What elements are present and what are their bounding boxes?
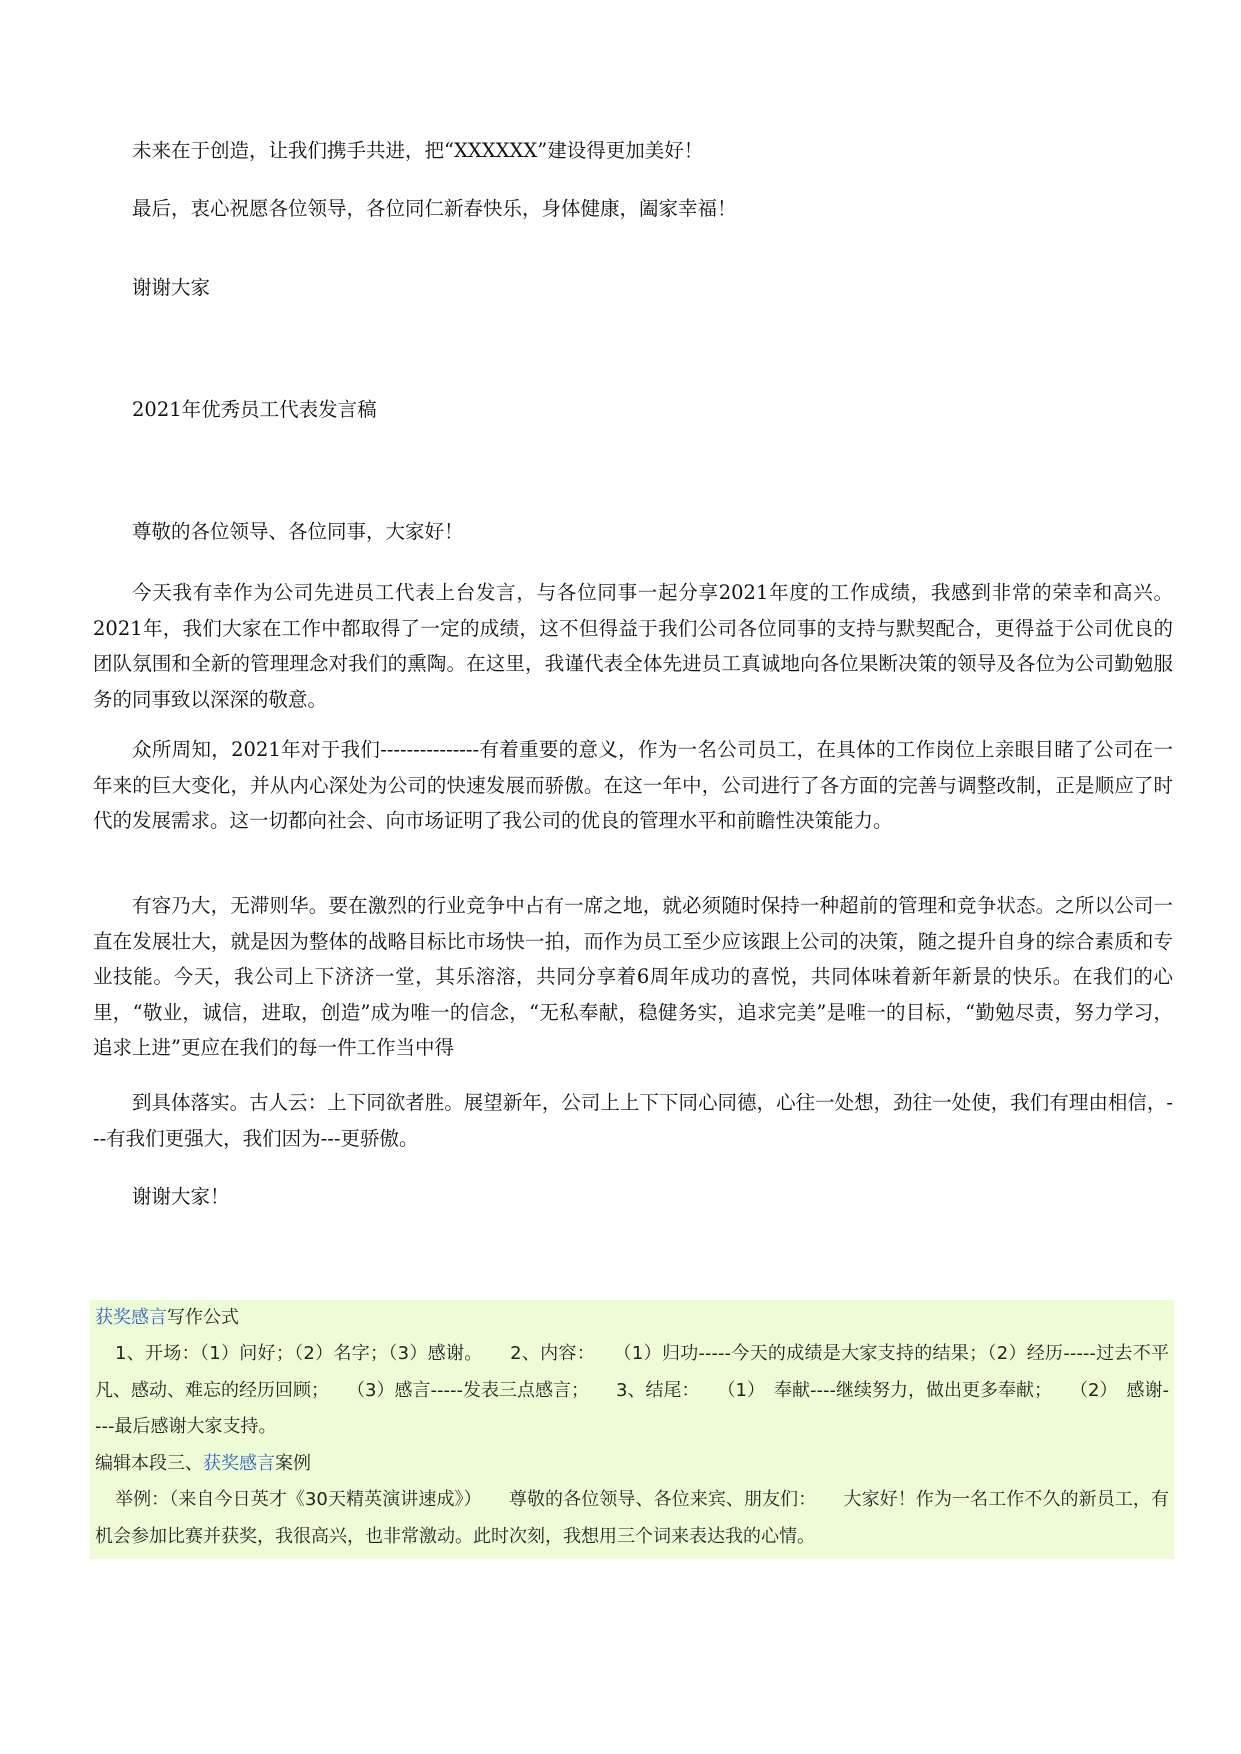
body-paragraph-2: 众所周知，2021年对于我们---------------有着重要的意义，作为一名公司员工，在具体的工作岗位上亲眼目睹了公司在一年来的巨大变化，并从内心深处为公司的快速发展而骄傲。在这一年中，公司进行了各方面的完善与调整改制，正是顺应了时代的发展需求。这一切都向社会、向市场证明了我公司的优良的管理水平和前瞻性决策能力。 (93, 738, 1173, 832)
formula-info-box (90, 1300, 1174, 1559)
greeting-paragraph: 尊敬的各位领导、各位同事，大家好！ (132, 520, 464, 543)
closing-wish-paragraph: 未来在于创造，让我们携手共进，把“XXXXXX”建设得更加美好！ (132, 139, 704, 162)
body-paragraph-3: 有容乃大，无滞则华。要在激烈的行业竞争中占有一席之地，就必须随时保持一种超前的管理和竞争状态。之所以公司一直在发展壮大，就是因为整体的战略目标比市场快一拍，而作为员工至少应该跟上公司的决策，随之提升自身的综合素质和专业技能。今天，我公司上下济济一堂，其乐溶溶，共同分享着6周年成功的喜悦，共同体味着新年新景的快乐。在我们的心里，“敬业，诚信，进取，创造”成为唯一的信念，“无私奉献，稳健务实，追求完美”是唯一的目标，“勤勉尽责，努力学习，追求上进”更应在我们的每一件工作当中得 (93, 894, 1173, 1059)
section-heading-suffix: 案例 (275, 1453, 311, 1474)
formula-body: 1、开场：（1）问好；（2）名字；（3）感谢。 2、内容： （1）归功-----今天的成绩是大家支持的结果；（2）经历-----过去不平凡、感动、难忘的经历回顾； （3）感言-----发表三点感言； 3、结尾： （1） 奉献----继续努力，做出更多奉献； （2） 感谢----最后感谢大家支持。 (95, 1343, 1169, 1437)
body-paragraph-4: 到具体落实。古人云：上下同欲者胜。展望新年，公司上上下下同心同德，心往一处想，劲往一处使，我们有理由相信，---有我们更强大，我们因为---更骄傲。 (93, 1091, 1173, 1150)
section-heading (95, 1446, 1169, 1483)
section-heading-prefix: 编辑本段三、 (95, 1453, 203, 1474)
thanks-line: 谢谢大家 (132, 276, 211, 299)
award-speech-case-link[interactable]: 获奖感言 (203, 1453, 275, 1474)
body-paragraph-1: 今天我有幸作为公司先进员工代表上台发言，与各位同事一起分享2021年度的工作成绩，我感到非常的荣幸和高兴。2021年，我们大家在工作中都取得了一定的成绩，这不但得益于我们公司各位同事的支持与默契配合，更得益于公司优良的团队氛围和全新的管理理念对我们的熏陶。在这里，我谨代表全体先进员工真诚地向各位果断决策的领导及各位为公司勤勉服务的同事致以深深的敬意。 (93, 581, 1173, 711)
speech-title: 2021年优秀员工代表发言稿 (132, 398, 377, 421)
formula-heading (95, 1300, 1169, 1337)
closing-thanks: 谢谢大家！ (132, 1185, 230, 1208)
formula-heading-text: 写作公式 (167, 1307, 239, 1328)
example-paragraph: 举例：（来自今日英才《30天精英演讲速成》） 尊敬的各位领导、各位来宾、朋友们： 大家好！作为一名工作不久的新员工，有机会参加比赛并获奖，我很高兴，也非常激动。此时次刻，我想用三个词来表达我的心情。 (95, 1489, 1169, 1547)
award-speech-link[interactable]: 获奖感言 (95, 1307, 167, 1328)
new-year-blessing-paragraph: 最后，衷心祝愿各位领导，各位同仁新春快乐，身体健康，阖家幸福！ (132, 197, 737, 220)
